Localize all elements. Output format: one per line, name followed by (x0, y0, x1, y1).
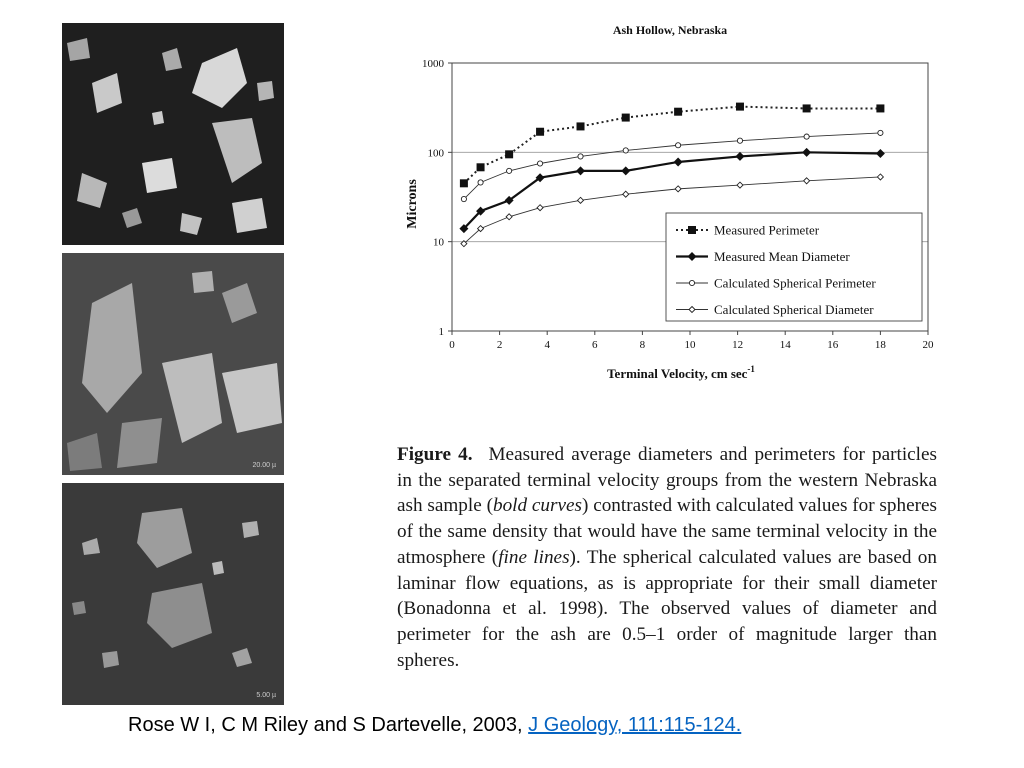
marker-square (505, 150, 513, 158)
marker-diamond (876, 149, 885, 158)
x-tick-label: 18 (874, 339, 886, 351)
legend-label: Measured Perimeter (714, 222, 820, 238)
sem-image-large-shards-graphic (62, 253, 284, 475)
x-tick-label: 4 (544, 339, 550, 351)
marker-open-diamond (877, 174, 883, 180)
marker-circle (537, 161, 542, 166)
marker-diamond (576, 166, 585, 175)
marker-diamond (735, 152, 744, 161)
marker-circle (478, 180, 483, 185)
marker-square (688, 226, 696, 234)
figure-caption (397, 442, 937, 673)
sem-image-coarse-shards-graphic (62, 23, 284, 245)
marker-circle (676, 143, 681, 148)
chart-legend (666, 213, 922, 321)
x-axis-label (607, 364, 755, 381)
marker-circle (623, 148, 628, 153)
x-tick-label: 14 (779, 339, 791, 351)
x-tick-label: 6 (592, 339, 598, 351)
marker-open-diamond (537, 205, 543, 211)
sem-image-large-shards (62, 253, 284, 475)
marker-square (736, 103, 744, 111)
citation-text: Rose W I, C M Riley and S Dartevelle, 2003, (128, 714, 529, 736)
marker-diamond (674, 157, 683, 166)
marker-open-diamond (578, 197, 584, 203)
chart-svg (396, 14, 956, 394)
x-axis-label-text: Terminal Velocity, cm sec (607, 366, 748, 381)
x-tick-label: 8 (639, 339, 646, 351)
legend-label: Calculated Spherical Perimeter (714, 275, 876, 291)
marker-circle (737, 138, 742, 143)
caption-body (397, 444, 937, 671)
chart-title: Ash Hollow, Nebraska (612, 23, 728, 37)
caption-text: ). The spherical calculated values are based on laminar flow equations, as is appropriate for their small diameter (Bonadonna et al. 1998). The observed values of diameter and perimeter for the ash are 0.5–1 order of magnitude larger than spheres. (397, 546, 937, 671)
y-tick-label: 10 (433, 236, 444, 249)
marker-circle (804, 134, 809, 139)
marker-open-diamond (675, 186, 681, 192)
marker-square (674, 108, 682, 116)
y-tick-label: 1000 (422, 58, 444, 70)
y-tick-label: 1 (438, 326, 444, 338)
x-tick-label: 20 (922, 339, 934, 351)
marker-diamond (802, 148, 811, 157)
figure-label: Figure 4. (397, 444, 473, 465)
sem-image-fine-ash-graphic (62, 483, 284, 705)
marker-open-diamond (804, 178, 810, 184)
marker-circle (689, 280, 694, 285)
scale-bar-label: 5.00 µ (256, 692, 276, 699)
marker-open-diamond (506, 214, 512, 220)
marker-square (460, 179, 468, 187)
x-tick-label: 16 (827, 339, 839, 351)
scale-bar-label: 20.00 µ (252, 462, 276, 469)
legend-label: Measured Mean Diameter (714, 249, 850, 264)
marker-diamond (621, 166, 630, 175)
terminal-velocity-chart (396, 14, 956, 394)
x-axis-label-superscript: -1 (747, 364, 755, 374)
x-tick-label: 2 (496, 339, 503, 351)
marker-square (477, 163, 485, 171)
y-axis-label: Microns (405, 179, 420, 229)
x-tick-label: 0 (449, 339, 455, 351)
marker-circle (461, 196, 466, 201)
marker-circle (578, 154, 583, 159)
series-measured-perimeter (460, 103, 885, 188)
caption-italic-text: bold curves (492, 495, 582, 517)
series-line (464, 107, 881, 184)
series-calculated-spherical-perimeter (461, 130, 883, 201)
journal-link[interactable]: J Geology, 111:115-124. (528, 714, 742, 736)
sem-image-fine-ash (62, 483, 284, 705)
marker-square (577, 122, 585, 130)
marker-square (876, 104, 884, 112)
marker-square (803, 104, 811, 112)
caption-text: Measured average diameters and perimeters for particles in the separated terminal velocity groups from the western Nebraska ash sample ( (397, 444, 937, 517)
citation (128, 714, 741, 737)
caption-italic-text: fine lines (498, 546, 570, 568)
caption-text: ) contrasted with calculated values for spheres of the same density that would have the same terminal velocity in the atmosphere ( (397, 495, 937, 568)
sem-image-coarse-shards (62, 23, 284, 245)
y-tick-label: 100 (427, 147, 444, 160)
marker-square (622, 114, 630, 122)
legend-label: Calculated Spherical Diameter (714, 302, 874, 317)
marker-circle (878, 130, 883, 135)
x-tick-label: 12 (732, 339, 744, 351)
marker-square (536, 128, 544, 136)
marker-circle (507, 168, 512, 173)
marker-open-diamond (737, 182, 743, 188)
x-tick-label: 10 (684, 339, 696, 351)
marker-open-diamond (623, 191, 629, 197)
